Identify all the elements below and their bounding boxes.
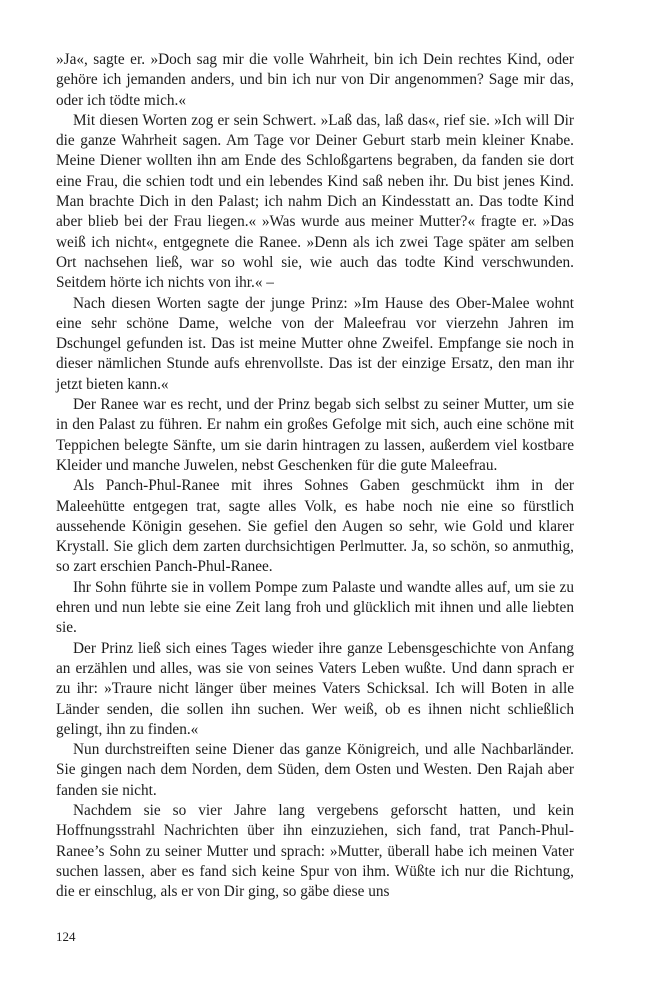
- paragraph-5: Als Panch-Phul-Ranee mit ihres Sohnes Gaben geschmückt ihm in der Maleehütte entgegen trat, sagte alles Volk, es habe noch nie eine so fürstlich aussehende Königin gesehen. Sie gefiel den Augen so sehr, wie Gold und klarer Krystall. Sie glich dem zarten durchsichtigen Perlmutter. Ja, so schön, so anmuthig, so zart erschien Panch-Phul-Ranee.: [56, 477, 574, 576]
- paragraph-1: »Ja«, sagte er. »Doch sag mir die volle Wahrheit, bin ich Dein rechtes Kind, oder gehöre ich jemanden anders, und bin ich nur von Dir angenommen? Sage mir das, oder ich tödte mich.«: [56, 51, 574, 109]
- paragraph-3: Nach diesen Worten sagte der junge Prinz: »Im Hause des Ober-Malee wohnt eine sehr schöne Dame, welche von der Maleefrau vor vierzehn Jahren im Dschungel gefunden ist. Das ist meine Mutter ohne Zweifel. Empfange sie noch in dieser nämlichen Stunde aufs ehrenvollste. Das ist der einzige Ersatz, den man ihr jetzt bieten kann.«: [56, 294, 574, 393]
- paragraph-4: Der Ranee war es recht, und der Prinz begab sich selbst zu seiner Mutter, um sie in den Palast zu führen. Er nahm ein großes Gefolge mit sich, auch eine schöne mit Teppichen belegte Sänfte, um sie darin hintragen zu lassen, außerdem viel kostbare Kleider und manche Juwelen, nebst Geschenken für die gute Maleefrau.: [56, 396, 574, 474]
- body-text: [56, 50, 574, 902]
- page-number: 124: [56, 929, 76, 944]
- paragraph-6: Ihr Sohn führte sie in vollem Pompe zum Palaste und wandte alles auf, um sie zu ehren und nun lebte sie eine Zeit lang froh und glücklich mit ihnen und alle liebten sie.: [56, 578, 574, 637]
- paragraph-7: Der Prinz ließ sich eines Tages wieder ihre ganze Lebensgeschichte von Anfang an erzählen und alles, was sie von seines Vaters Leben wußte. Und dann sprach er zu ihr: »Traure nicht länger über meines Vaters Schicksal. Ich will Boten in alle Länder senden, die sollen ihn suchen. Wer weiß, ob es ihnen nicht schließlich gelingt, ihn zu finden.«: [56, 639, 574, 738]
- paragraph-2: Mit diesen Worten zog er sein Schwert. »Laß das, laß das«, rief sie. »Ich will Dir die ganze Wahrheit sagen. Am Tage vor Deiner Geburt starb mein kleiner Knabe. Meine Diener wollten ihn am Ende des Schloßgartens begraben, da fanden sie dort eine Frau, die schien todt und ein lebendes Kind saß neben ihr. Du bist jenes Kind. Man brachte Dich in den Palast; ich nahm Dich an Kindesstatt an. Das todte Kind aber blieb bei der Frau liegen.« »Was wurde aus meiner Mutter?« fragte er. »Das weiß ich nicht«, entgegnete die Ranee. »Denn als ich zwei Tage später am selben Ort nachsehen ließ, war so wohl sie, wie auch das todte Kind verschwunden. Seitdem hörte ich nichts von ihr.« –: [56, 111, 574, 292]
- paragraph-8: Nun durchstreiften seine Diener das ganze Königreich, und alle Nachbarländer. Sie gingen nach dem Norden, dem Süden, dem Osten und Westen. Den Rajah aber fanden sie nicht.: [56, 741, 574, 799]
- paragraph-9: Nachdem sie so vier Jahre lang vergebens geforscht hatten, und kein Hoffnungsstrahl Nachrichten über ihn einzuziehen, sich fand, trat Panch-Phul-Ranee’s Sohn zu seiner Mutter und sprach: »Mutter, überall habe ich meinen Vater suchen lassen, aber es fand sich keine Spur von ihm. Wüßte ich nur die Richtung, die er einschlug, als er von Dir ging, so gäbe diese uns: [56, 801, 574, 901]
